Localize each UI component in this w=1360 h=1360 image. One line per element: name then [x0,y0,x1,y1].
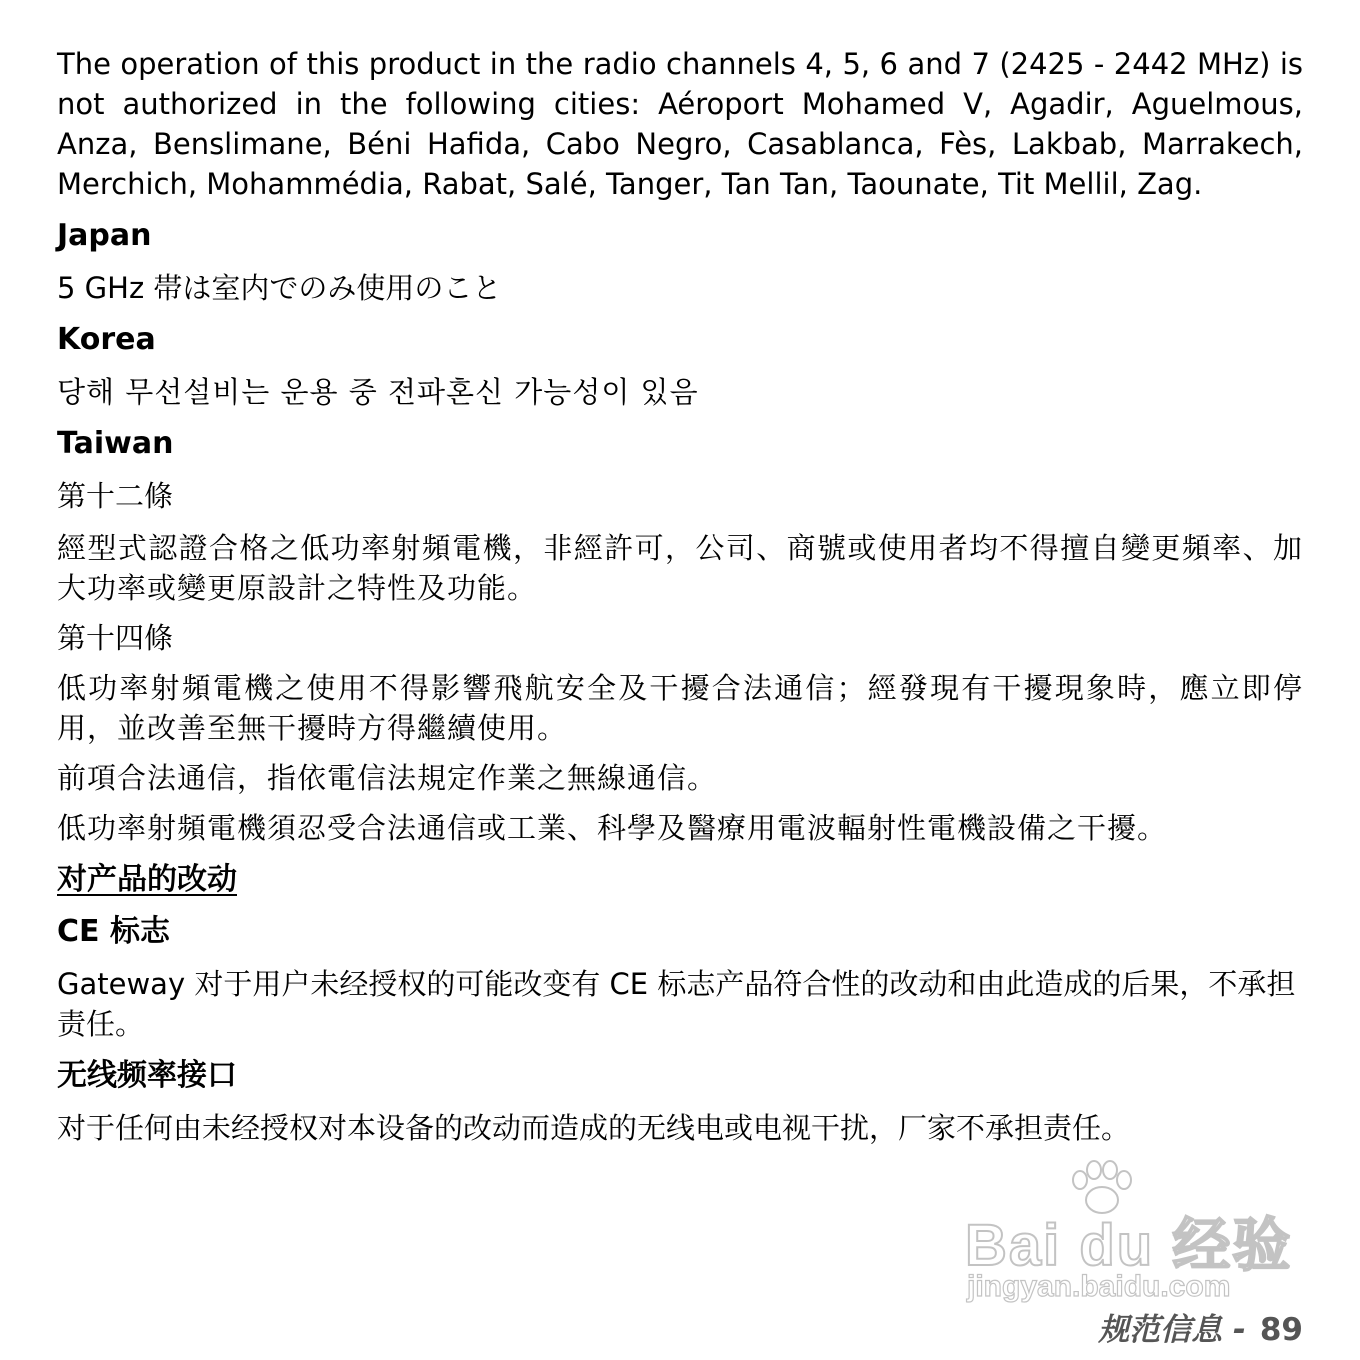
taiwan-article14-text1: 低功率射頻電機之使用不得影響飛航安全及干擾合法通信；經發現有干擾現象時，應立即停用，並改善至無干擾時方得繼續使用。 [57,671,1303,745]
document-page [57,44,1303,1148]
ce-heading: CE 标志 [57,914,170,949]
ce-text: Gateway 对于用户未经授权的可能改变有 CE 标志产品符合性的改动和由此造成的后果，不承担责任。 [57,967,1296,1041]
modifications-heading [57,860,1303,900]
modifications-heading-text: 对产品的改动 [57,862,237,897]
watermark-url: jingyan.baidu.com [967,1270,1231,1303]
radio-interface-heading: 无线频率接口 [57,1058,237,1093]
japan-heading: Japan [57,218,152,253]
taiwan-article14-title: 第十四條 [57,621,174,655]
page-number: 89 [1259,1312,1303,1348]
japan-text: 5 GHz 帯は室内でのみ使用のこと [57,271,502,305]
baidu-watermark [965,1158,1293,1308]
intro-paragraph: The operation of this product in the radio channels 4, 5, 6 and 7 (2425 - 2442 MHz) is not authorized in the following cities: Aéroport Mohamed V, Agadir, Aguelmous, Anza, Benslimane, Béni Hafida, Cabo Negro, Casablanca, Fès, Lakbab, Marrakech, Merchich, Mohammédia, Rabat, Salé, Tanger, Tan Tan, Taounate, Tit Mellil, Zag. [57,47,1303,201]
radio-interface-text: 对于任何由未经授权对本设备的改动而造成的无线电或电视干扰，厂家不承担责任。 [57,1111,1131,1145]
korea-text: 당해 무선설비는 운용 중 전파혼신 가능성이 있음 [57,375,699,409]
page-footer [1098,1310,1303,1350]
korea-heading: Korea [57,322,156,357]
taiwan-heading: Taiwan [57,426,174,461]
footer-section-title: 规范信息 - [1098,1312,1246,1348]
taiwan-article12-title: 第十二條 [57,479,174,513]
watermark-brand: Bai du 经验 [965,1213,1293,1278]
taiwan-article14-text2: 前項合法通信，指依電信法規定作業之無線通信。 [57,761,718,795]
taiwan-article12-text: 經型式認證合格之低功率射頻電機，非經許可，公司、商號或使用者均不得擅自變更頻率、加大功率或變更原設計之特性及功能。 [57,531,1303,605]
taiwan-article14-text3: 低功率射頻電機須忍受合法通信或工業、科學及醫療用電波輻射性電機設備之干擾。 [57,811,1168,845]
